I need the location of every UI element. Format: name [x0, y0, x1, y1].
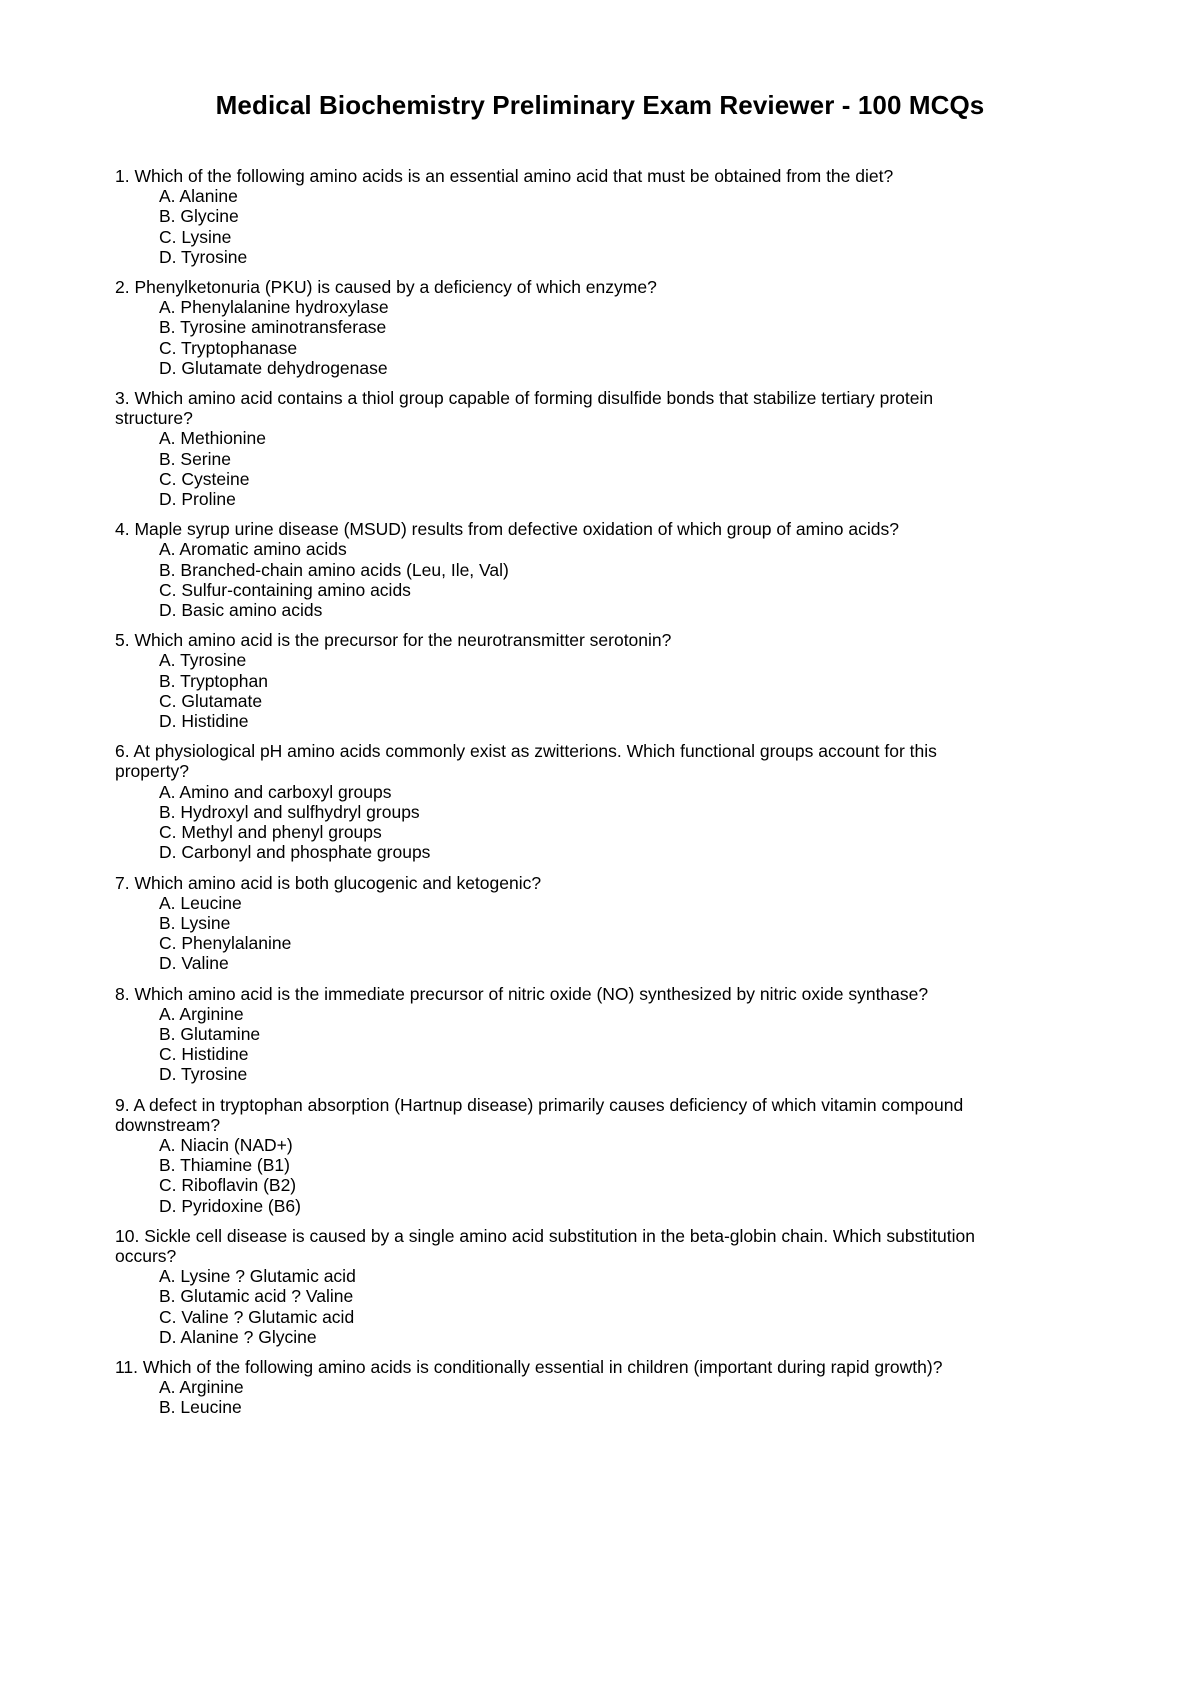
option-a: A. Alanine — [159, 186, 238, 207]
option-a: A. Niacin (NAD+) — [159, 1134, 293, 1155]
option-list — [115, 1135, 995, 1216]
question-text: 6. At physiological pH amino acids commonly exist as zwitterions. Which functional groups account for this property? — [115, 741, 937, 782]
option-b: B. Hydroxyl and sulfhydryl groups — [159, 801, 420, 822]
option-a: A. Tyrosine — [159, 650, 247, 671]
question-list — [115, 166, 995, 1428]
option-list — [115, 539, 995, 620]
option-b: B. Glutamic acid ? Valine — [159, 1286, 354, 1307]
option-d: D. Histidine — [159, 711, 249, 732]
question-text: 1. Which of the following amino acids is an essential amino acid that must be obtained from the diet? — [115, 166, 894, 186]
question-7 — [115, 873, 995, 974]
option-c: C. Glutamate — [159, 690, 263, 711]
option-d: D. Alanine ? Glycine — [159, 1326, 317, 1347]
document-title: Medical Biochemistry Preliminary Exam Reviewer - 100 MCQs — [215, 90, 985, 120]
option-c: C. Sulfur-containing amino acids — [159, 579, 411, 600]
option-b: B. Tryptophan — [159, 670, 268, 691]
option-d: D. Basic amino acids — [159, 600, 323, 621]
option-d: D. Tyrosine — [159, 246, 248, 267]
question-text: 3. Which amino acid contains a thiol group capable of forming disulfide bonds that stabilize tertiary protein structure? — [115, 388, 934, 429]
question-text: 8. Which amino acid is the immediate precursor of nitric oxide (NO) synthesized by nitric oxide synthase? — [115, 983, 929, 1004]
option-b: B. Branched-chain amino acids (Leu, Ile, Val) — [159, 559, 509, 580]
option-b: B. Serine — [159, 448, 231, 469]
option-c: C. Tryptophanase — [159, 337, 298, 358]
question-6 — [115, 741, 995, 862]
question-11 — [115, 1357, 995, 1418]
option-d: D. Tyrosine — [159, 1064, 248, 1085]
question-5 — [115, 630, 995, 731]
question-9 — [115, 1095, 995, 1216]
question-2 — [115, 277, 995, 378]
question-3 — [115, 388, 995, 509]
option-d: D. Pyridoxine (B6) — [159, 1195, 301, 1216]
question-text: 2. Phenylketonuria (PKU) is caused by a deficiency of which enzyme? — [115, 277, 657, 298]
option-b: B. Glutamine — [159, 1023, 261, 1044]
option-b: B. Thiamine (B1) — [159, 1155, 290, 1176]
option-a: A. Leucine — [159, 892, 242, 913]
option-a: A. Arginine — [159, 1003, 244, 1024]
option-b: B. Leucine — [159, 1397, 242, 1418]
option-b: B. Glycine — [159, 206, 239, 227]
option-a: A. Aromatic amino acids — [159, 539, 347, 560]
option-list — [115, 650, 995, 731]
question-4 — [115, 519, 995, 620]
option-d: D. Valine — [159, 953, 229, 974]
option-d: D. Glutamate dehydrogenase — [159, 357, 388, 378]
question-8 — [115, 984, 995, 1085]
question-text: 5. Which amino acid is the precursor for the neurotransmitter serotonin? — [115, 630, 672, 651]
question-text: 4. Maple syrup urine disease (MSUD) results from defective oxidation of which group of amino acids? — [115, 519, 899, 540]
option-c: C. Methyl and phenyl groups — [159, 822, 382, 843]
option-list — [115, 893, 995, 974]
option-a: A. Methionine — [159, 428, 267, 449]
option-list — [115, 1377, 995, 1417]
question-text: 10. Sickle cell disease is caused by a single amino acid substitution in the beta-globin chain. Which substitution occurs? — [115, 1225, 975, 1266]
option-c: C. Cysteine — [159, 468, 250, 489]
question-10 — [115, 1226, 995, 1347]
option-c: C. Riboflavin (B2) — [159, 1175, 297, 1196]
option-c: C. Valine ? Glutamic acid — [159, 1306, 355, 1327]
option-list — [115, 782, 995, 863]
question-text: 7. Which amino acid is both glucogenic and ketogenic? — [115, 872, 542, 893]
option-a: A. Phenylalanine hydroxylase — [159, 297, 389, 318]
option-list — [115, 428, 995, 509]
question-1 — [115, 166, 995, 267]
option-d: D. Carbonyl and phosphate groups — [159, 842, 431, 863]
option-b: B. Tyrosine aminotransferase — [159, 317, 387, 338]
option-a: A. Arginine — [159, 1377, 244, 1398]
option-list — [115, 297, 995, 378]
option-b: B. Lysine — [159, 912, 231, 933]
question-text: 11. Which of the following amino acids is conditionally essential in children (important during rapid growth)? — [115, 1356, 943, 1377]
option-a: A. Lysine ? Glutamic acid — [159, 1266, 356, 1287]
question-text: 9. A defect in tryptophan absorption (Hartnup disease) primarily causes deficiency of which vitamin compound downstream? — [115, 1094, 964, 1135]
option-c: C. Lysine — [159, 226, 232, 247]
option-list — [115, 1004, 995, 1085]
option-list — [115, 186, 995, 267]
option-c: C. Phenylalanine — [159, 933, 292, 954]
option-list — [115, 1266, 995, 1347]
option-a: A. Amino and carboxyl groups — [159, 781, 392, 802]
option-c: C. Histidine — [159, 1044, 249, 1065]
option-d: D. Proline — [159, 489, 236, 510]
